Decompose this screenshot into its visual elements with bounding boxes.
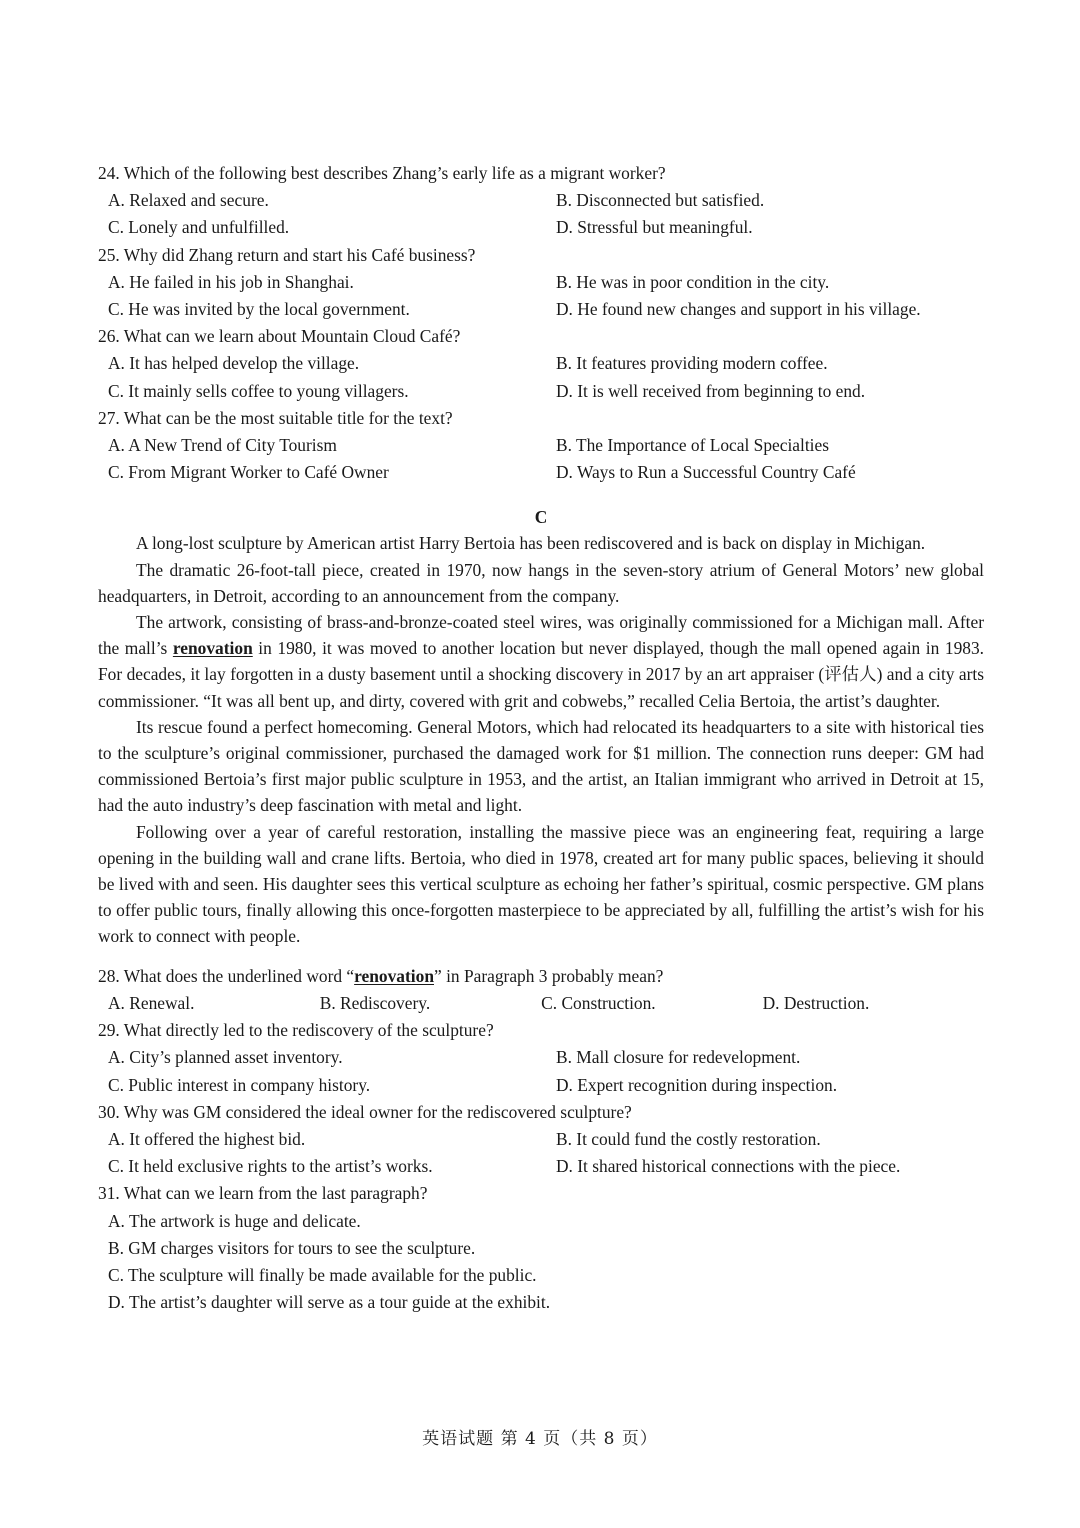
question-stem: 24. Which of the following best describes Zhang’s early life as a migrant worker? (98, 163, 666, 183)
option: D. Expert recognition during inspection. (556, 1074, 838, 1095)
option: C. Lonely and unfulfilled. (108, 217, 290, 238)
option: D. Ways to Run a Successful Country Café (556, 462, 856, 483)
option: A. A New Trend of City Tourism (108, 435, 337, 456)
passage-paragraph-3 (98, 609, 984, 714)
option-row (98, 459, 984, 486)
question-stem (98, 963, 984, 990)
option: C. He was invited by the local government. (108, 299, 410, 320)
passage-paragraph-5: Following over a year of careful restoration, installing the massive piece was an engineering feat, requiring a large opening in the building wall and crane lifts. Bertoia, who died in 1978, created art for many public spaces, believing it should be lived with and seen. His daughter sees this vertical sculpture as echoing her father’s spiritual, cosmic perspective. GM plans to offer public tours, finally allowing this once-forgotten masterpiece to be appreciated by all, fulfilling the artist’s wish for his work to connect with people. (98, 821, 984, 947)
question-stem: 31. What can we learn from the last paragraph? (98, 1183, 428, 1204)
exam-page (98, 160, 984, 1316)
passage-paragraph-4: Its rescue found a perfect homecoming. General Motors, which had relocated its headquarters to a site with historical ties to the sculpture’s original commissioner, purchased the damaged work for $1 million. The connection runs deeper: GM had commissioned Bertoia’s first major public sculpture in 1953, and the artist, an Italian immigrant who arrived in Detroit at 15, had the auto industry’s deep fascination with metal and light. (98, 716, 984, 816)
option: D. It is well received from beginning to end. (556, 380, 866, 401)
option: A. City’s planned asset inventory. (108, 1047, 343, 1068)
option-row (98, 990, 984, 1017)
option: D. Stressful but meaningful. (556, 217, 753, 238)
option: D. It shared historical connections with the piece. (556, 1156, 901, 1177)
option: B. Disconnected but satisfied. (556, 190, 765, 211)
option-row (98, 1153, 984, 1180)
option-row (98, 378, 984, 405)
question-stem: 30. Why was GM considered the ideal owner for the rediscovered sculpture? (98, 1101, 632, 1122)
option: C. It held exclusive rights to the artist’s works. (108, 1156, 433, 1177)
option: B. Rediscovery. (319, 992, 431, 1013)
option-row (98, 187, 984, 214)
option: A. Renewal. (108, 992, 195, 1013)
option: A. The artwork is huge and delicate. (108, 1210, 361, 1231)
option: D. The artist’s daughter will serve as a tour guide at the exhibit. (108, 1292, 551, 1313)
page-footer: 英语试题 第 4 页（共 8 页） (422, 1429, 658, 1449)
option-row (98, 1044, 984, 1071)
question-stem: 29. What directly led to the rediscovery of the sculpture? (98, 1020, 494, 1041)
option: B. It could fund the costly restoration. (556, 1128, 821, 1149)
passage-paragraph-2: The dramatic 26-foot-tall piece, created in 1970, now hangs in the seven-story atrium of General Motors’ new global headquarters, in Detroit, according to an announcement from the company. (98, 559, 984, 606)
question-stem: 27. What can be the most suitable title for the text? (98, 407, 453, 428)
passage-paragraph-1: A long-lost sculpture by American artist Harry Bertoia has been rediscovered and is back on display in Michigan. (136, 533, 926, 554)
question-stem: 26. What can we learn about Mountain Cloud Café? (98, 326, 461, 347)
option: B. Mall closure for redevelopment. (556, 1047, 801, 1068)
option: C. Public interest in company history. (108, 1074, 371, 1095)
option: C. Construction. (541, 992, 656, 1013)
option: D. He found new changes and support in his village. (556, 299, 921, 320)
option-row (98, 1126, 984, 1153)
underlined-word: renovation (354, 965, 434, 986)
option: B. He was in poor condition in the city. (556, 271, 830, 292)
option-row (98, 1072, 984, 1099)
option: C. It mainly sells coffee to young villagers. (108, 380, 409, 401)
option: B. It features providing modern coffee. (556, 353, 828, 374)
option: A. Relaxed and secure. (108, 190, 269, 211)
option: A. He failed in his job in Shanghai. (108, 271, 354, 292)
option-row (98, 214, 984, 241)
stem-text: ” in Paragraph 3 probably mean? (434, 965, 664, 986)
option: A. It has helped develop the village. (108, 353, 360, 374)
option: A. It offered the highest bid. (108, 1128, 306, 1149)
paragraph-text: in 1980, it was moved to another location but never displayed, though the mall opened again in 1983. For decades, it lay forgotten in a dusty basement until a shocking discovery in 2017 by an art appraiser (评估人) and a city arts commissioner. “It was all bent up, and dirty, covered with grit and cobwebs,” recalled Celia Bertoia, the artist’s daughter. (98, 638, 985, 711)
underlined-word: renovation (172, 638, 253, 659)
question-stem: 25. Why did Zhang return and start his Café business? (98, 244, 476, 265)
option: D. Destruction. (762, 992, 870, 1013)
option: B. GM charges visitors for tours to see the sculpture. (108, 1237, 476, 1258)
option: C. The sculpture will finally be made available for the public. (108, 1264, 537, 1285)
option-row (98, 350, 984, 377)
section-heading: C (534, 507, 548, 528)
option: C. From Migrant Worker to Café Owner (108, 462, 389, 483)
option-row (98, 432, 984, 459)
paragraph-text: The artwork, consisting of brass-and-bronze-coated steel wires, was originally commissioned for a Michigan mall. After the mall’s (98, 612, 984, 659)
option: B. The Importance of Local Specialties (556, 435, 830, 456)
option-row (98, 296, 984, 323)
stem-text: 28. What does the underlined word “ (98, 965, 355, 986)
option-row (98, 269, 984, 296)
